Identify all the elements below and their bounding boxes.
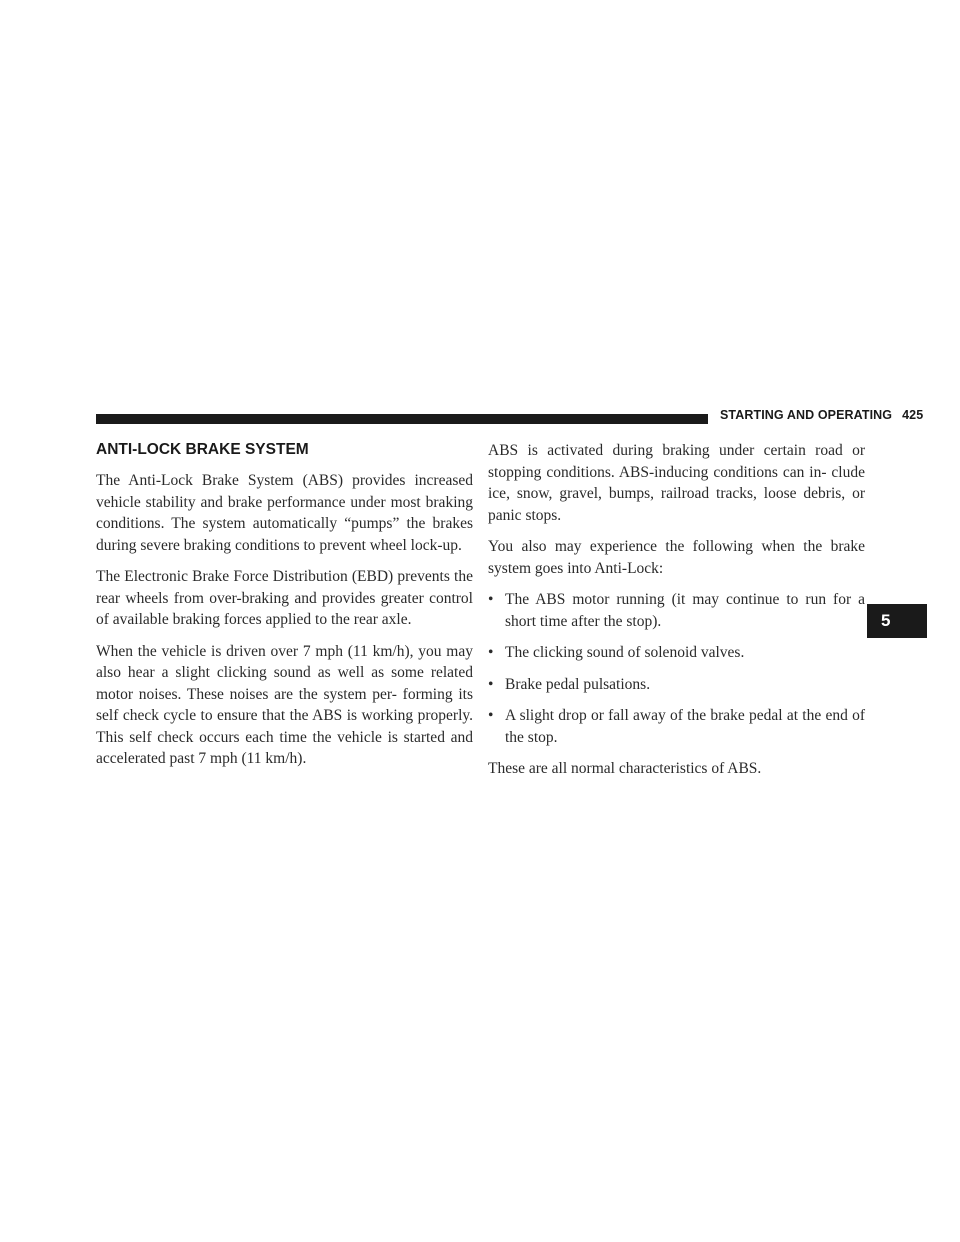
page-number: 425 bbox=[902, 408, 924, 422]
header-section-label: STARTING AND OPERATING bbox=[720, 408, 893, 422]
paragraph-abs-activation: ABS is activated during braking under certain road or stopping conditions. ABS-inducing conditions can in- clude ice, snow, gravel, bumps, railroad tracks, loose debris, or panic stops. bbox=[488, 442, 865, 524]
paragraph-closing: These are all normal characteristics of ABS. bbox=[488, 760, 762, 777]
header-rule bbox=[96, 414, 708, 424]
running-header bbox=[720, 408, 924, 422]
list-item bbox=[488, 589, 865, 632]
right-column bbox=[488, 440, 865, 790]
list-item bbox=[488, 642, 865, 664]
left-column bbox=[96, 440, 473, 780]
list-item bbox=[488, 705, 865, 748]
chapter-tab: 5 bbox=[867, 604, 927, 638]
bullet-icon: • bbox=[488, 591, 494, 608]
paragraph-experience: You also may experience the following when the brake system goes into Anti-Lock: bbox=[488, 538, 865, 577]
list-item-text: The ABS motor running (it may continue to run for a short time after the stop). bbox=[505, 591, 865, 630]
list-item-text: Brake pedal pulsations. bbox=[505, 675, 651, 693]
bullet-icon: • bbox=[488, 644, 494, 661]
paragraph-abs-intro: The Anti-Lock Brake System (ABS) provides increased vehicle stability and brake performance under most braking conditions. The system automatically “pumps” the brakes during severe braking conditions to prevent wheel lock-up. bbox=[96, 472, 473, 554]
bullet-icon: • bbox=[488, 707, 494, 724]
symptom-list bbox=[488, 589, 865, 748]
list-item-text: A slight drop or fall away of the brake pedal at the end of the stop. bbox=[505, 707, 865, 746]
bullet-icon: • bbox=[488, 675, 494, 693]
paragraph-ebd: The Electronic Brake Force Distribution (EBD) prevents the rear wheels from over-braking and provides greater control of available braking forces applied to the rear axle. bbox=[96, 568, 473, 628]
list-item bbox=[488, 674, 865, 696]
paragraph-self-check: When the vehicle is driven over 7 mph (11 km/h), you may also hear a slight clicking sound as well as some related motor noises. These noises are the system per- forming its self check cycle to ensure that the ABS is working properly. This self check occurs each time the vehicle is started and accelerated past 7 mph (11 km/h). bbox=[96, 642, 473, 767]
list-item-text: The clicking sound of solenoid valves. bbox=[505, 644, 745, 661]
section-title: ANTI-LOCK BRAKE SYSTEM bbox=[96, 441, 309, 458]
